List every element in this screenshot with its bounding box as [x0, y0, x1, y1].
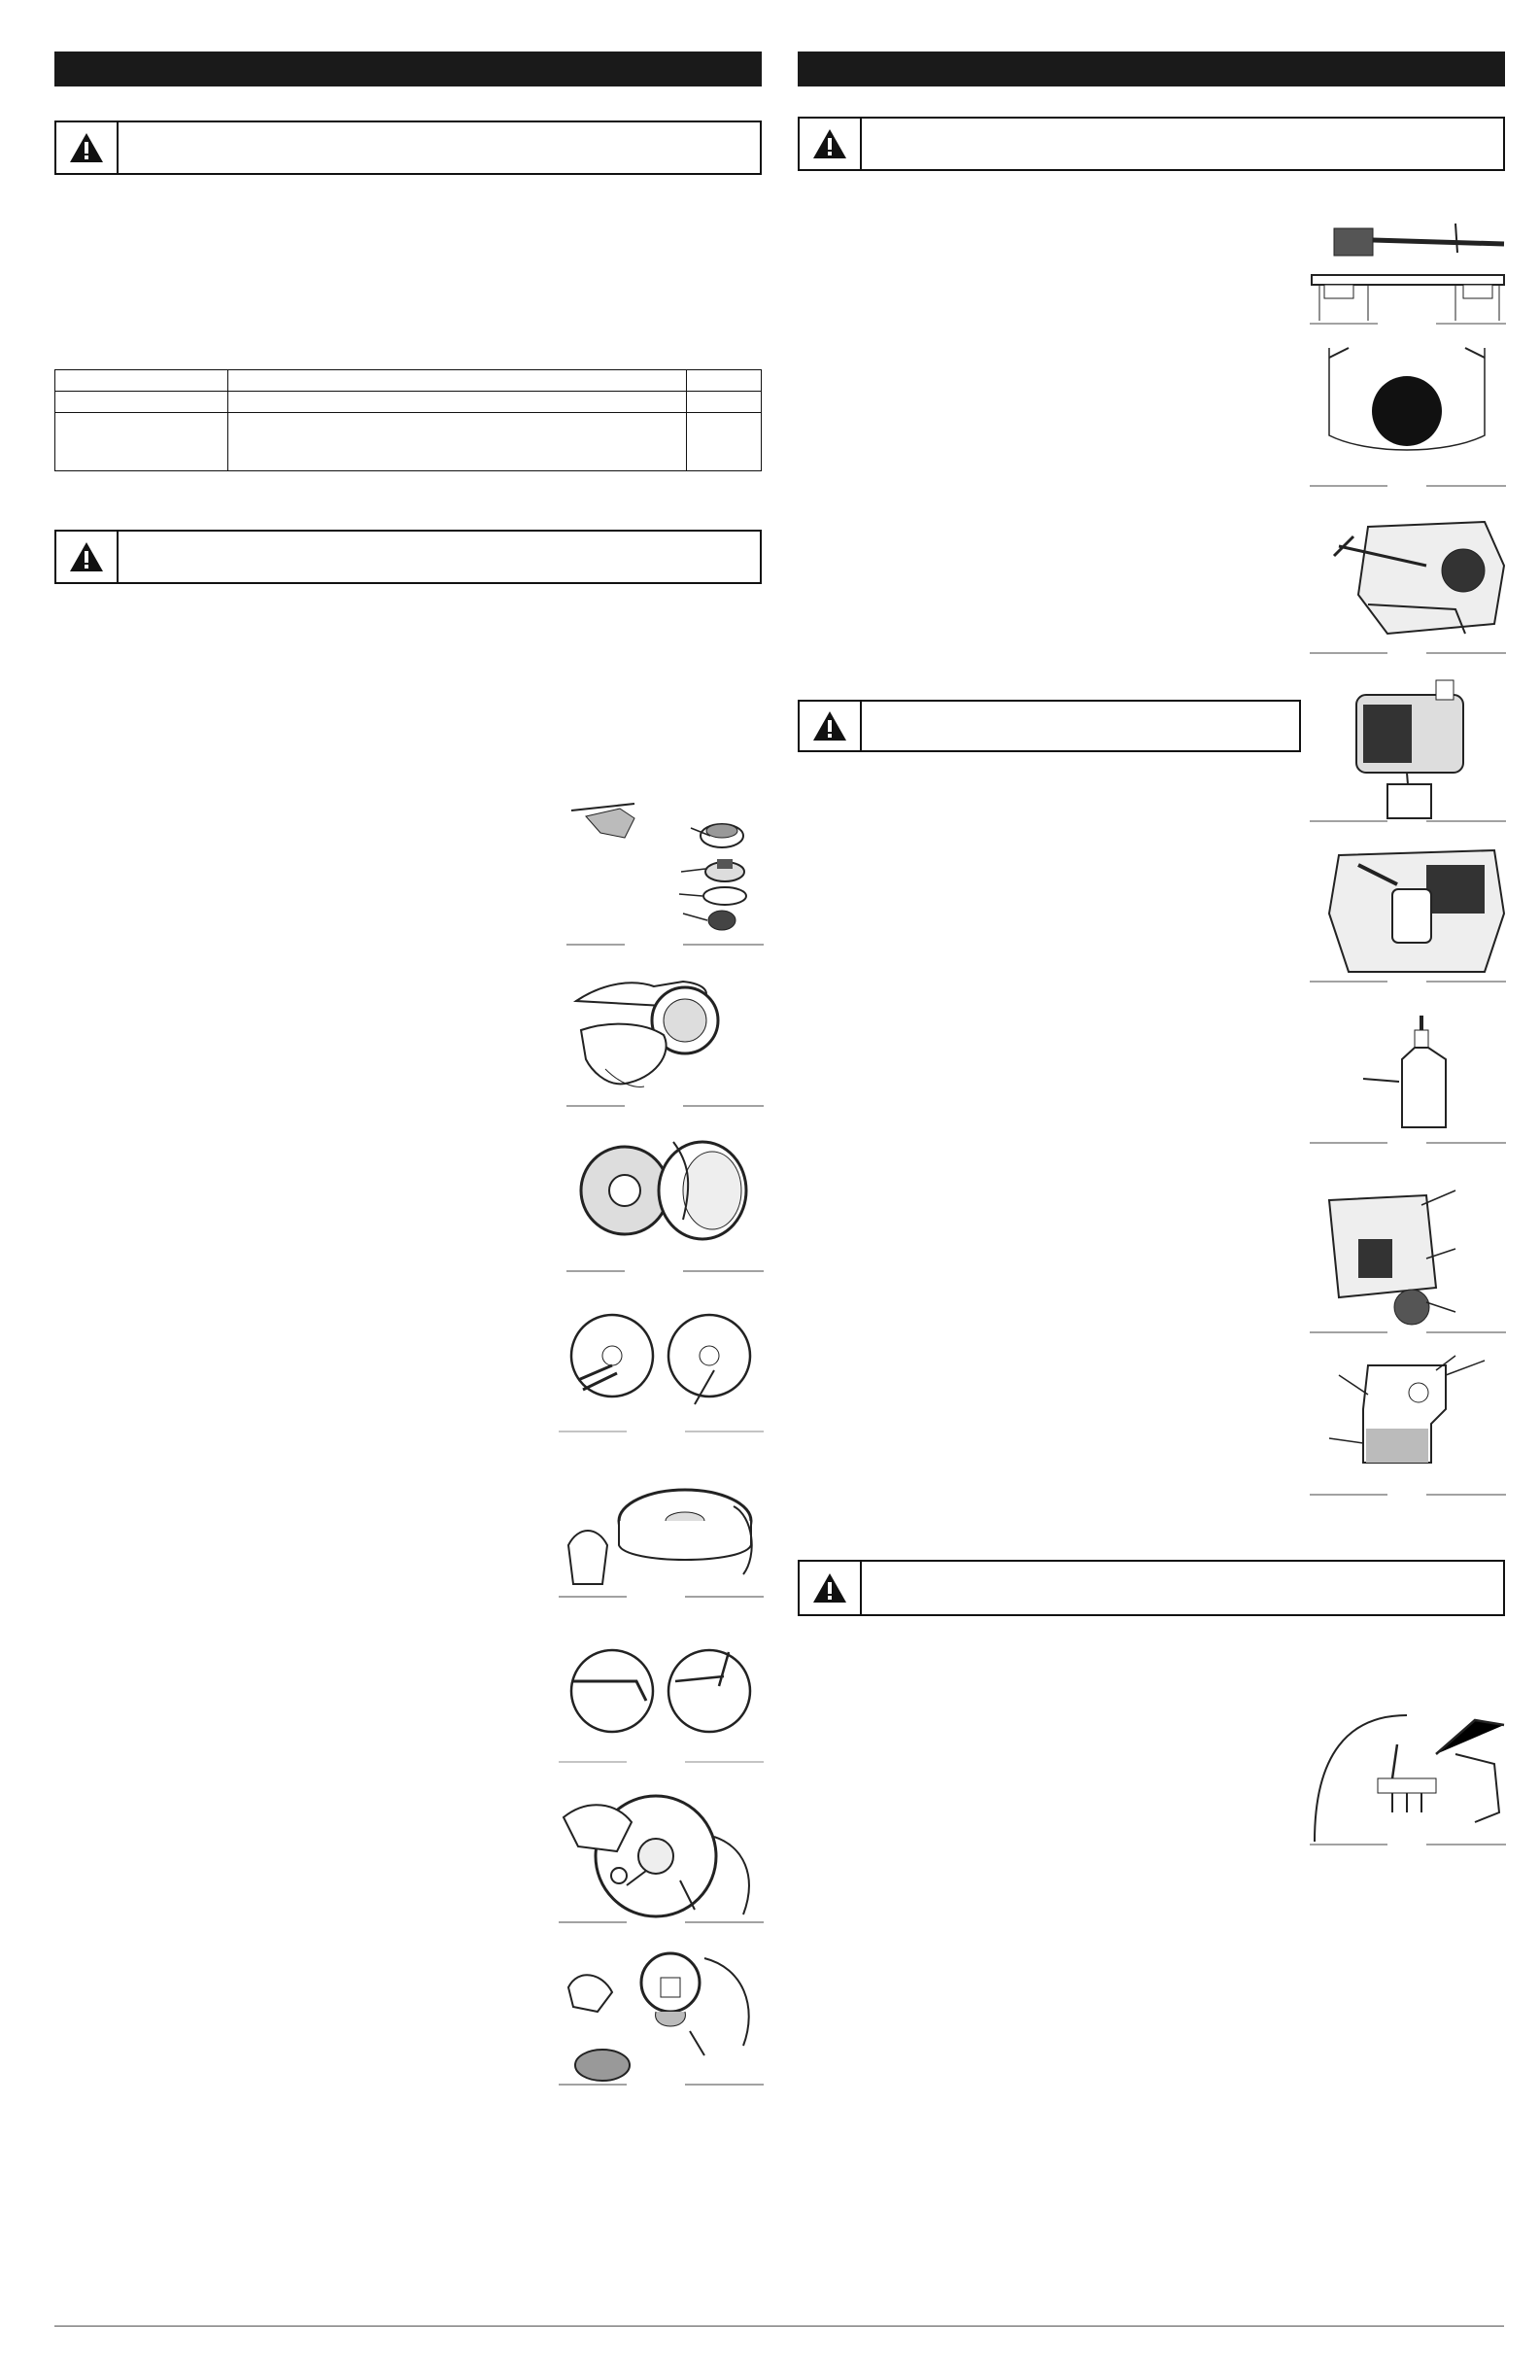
unit-on-bench-figure — [1310, 209, 1506, 326]
table-cell — [687, 370, 762, 392]
spool-line-inserted-figure — [559, 1633, 764, 1764]
spec-table — [54, 369, 762, 471]
oil-fill-figure — [1310, 836, 1506, 983]
engine-cover-figure — [1310, 507, 1506, 655]
table-cell — [228, 370, 687, 392]
line-winding-figure — [559, 1477, 764, 1599]
table-cell — [55, 392, 228, 413]
warning-triangle-icon — [56, 122, 119, 173]
oil-bottle-figure — [1310, 1011, 1506, 1145]
right-warning-box-2 — [798, 700, 1301, 752]
trimmer-head-exploded-figure — [566, 799, 764, 947]
left-section-header — [54, 52, 762, 86]
warning-triangle-icon — [56, 532, 119, 582]
engine-parts-callout-figure — [1310, 1181, 1506, 1334]
table-cell — [228, 392, 687, 413]
spool-arrows-figure — [559, 1297, 764, 1433]
spool-removal-figure — [566, 1122, 764, 1273]
warning-triangle-icon — [800, 702, 862, 750]
air-filter-housing-figure — [1310, 1346, 1506, 1497]
right-section-header — [798, 52, 1505, 86]
table-cell — [687, 392, 762, 413]
table-cell — [55, 370, 228, 392]
line-through-eyelets-figure — [559, 1778, 764, 1924]
table-cell — [55, 413, 228, 471]
warning-triangle-icon — [800, 119, 862, 169]
table-cell — [687, 413, 762, 471]
warning-triangle-icon — [800, 1562, 862, 1614]
table-row — [55, 392, 762, 413]
spark-plug-figure — [1310, 1696, 1506, 1846]
filter-cover-figure — [1310, 338, 1506, 489]
left-warning-box-2 — [54, 530, 762, 584]
footer-rule — [54, 2326, 1504, 2327]
right-warning-box-3 — [798, 1560, 1505, 1616]
spool-reassembly-figure — [559, 1939, 764, 2087]
right-warning-box-1 — [798, 117, 1505, 171]
hands-squeezing-spool-figure — [566, 962, 764, 1108]
left-warning-box-1 — [54, 121, 762, 175]
table-row — [55, 413, 762, 471]
fuel-drain-figure — [1310, 675, 1506, 823]
table-row — [55, 370, 762, 392]
table-cell — [228, 413, 687, 471]
